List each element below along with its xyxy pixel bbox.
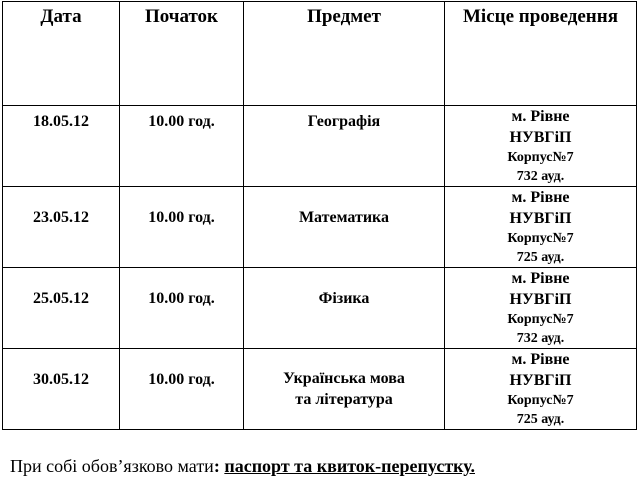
place-city: м. Рівне	[511, 189, 570, 206]
subject-text: Фізика	[318, 290, 370, 307]
place-university: НУВГіП	[509, 372, 572, 389]
table-header-row	[3, 2, 637, 106]
start-text: 10.00 год.	[148, 290, 215, 307]
date-text: 25.05.12	[33, 290, 89, 307]
subject-text: Математика	[298, 209, 390, 226]
cell-place	[445, 106, 637, 187]
subject-text: Географія	[307, 113, 381, 130]
place-university: НУВГіП	[509, 210, 572, 227]
header-place: Місце проведення	[445, 2, 637, 106]
table-row	[3, 349, 637, 430]
place-building: Корпус№7	[507, 150, 574, 165]
cell-start	[120, 187, 244, 268]
cell-subject	[244, 268, 445, 349]
header-start: Початок	[120, 2, 244, 106]
start-text: 10.00 год.	[148, 371, 215, 388]
required-documents-note	[10, 454, 475, 478]
cell-place	[445, 268, 637, 349]
date-text: 30.05.12	[33, 371, 89, 388]
cell-start	[120, 349, 244, 430]
cell-date	[3, 187, 120, 268]
place-city: м. Рівне	[511, 108, 570, 125]
place-building: Корпус№7	[507, 393, 574, 408]
cell-subject	[244, 187, 445, 268]
note-prefix: При собі обов’язково мати	[10, 456, 214, 476]
place-university: НУВГіП	[509, 291, 572, 308]
cell-date	[3, 106, 120, 187]
cell-start	[120, 106, 244, 187]
cell-subject	[244, 349, 445, 430]
place-block	[445, 268, 636, 348]
cell-subject	[244, 106, 445, 187]
place-university: НУВГіП	[509, 129, 572, 146]
note-emphasis: паспорт та квиток-перепустку.	[224, 456, 475, 476]
header-subject: Предмет	[244, 2, 445, 106]
cell-start	[120, 268, 244, 349]
start-text: 10.00 год.	[148, 113, 215, 130]
subject-line-1: Українська мова	[283, 370, 405, 387]
place-building: Корпус№7	[507, 312, 574, 327]
place-room: 725 ауд.	[516, 412, 565, 427]
exam-schedule-table	[2, 1, 637, 430]
table-row	[3, 187, 637, 268]
table-row	[3, 268, 637, 349]
place-city: м. Рівне	[511, 351, 570, 368]
place-room: 725 ауд.	[516, 250, 565, 265]
place-block	[445, 349, 636, 429]
place-room: 732 ауд.	[516, 331, 565, 346]
place-block	[445, 187, 636, 267]
subject-text	[244, 368, 444, 410]
header-date: Дата	[3, 2, 120, 106]
place-city: м. Рівне	[511, 270, 570, 287]
note-colon: :	[213, 456, 225, 476]
cell-place	[445, 349, 637, 430]
start-text: 10.00 год.	[148, 209, 215, 226]
cell-date	[3, 268, 120, 349]
date-text: 23.05.12	[33, 209, 89, 226]
date-text: 18.05.12	[33, 113, 89, 130]
place-room: 732 ауд.	[516, 169, 565, 184]
cell-date	[3, 349, 120, 430]
place-block	[445, 106, 636, 186]
cell-place	[445, 187, 637, 268]
table-row	[3, 106, 637, 187]
place-building: Корпус№7	[507, 231, 574, 246]
subject-line-2: та література	[295, 391, 393, 408]
